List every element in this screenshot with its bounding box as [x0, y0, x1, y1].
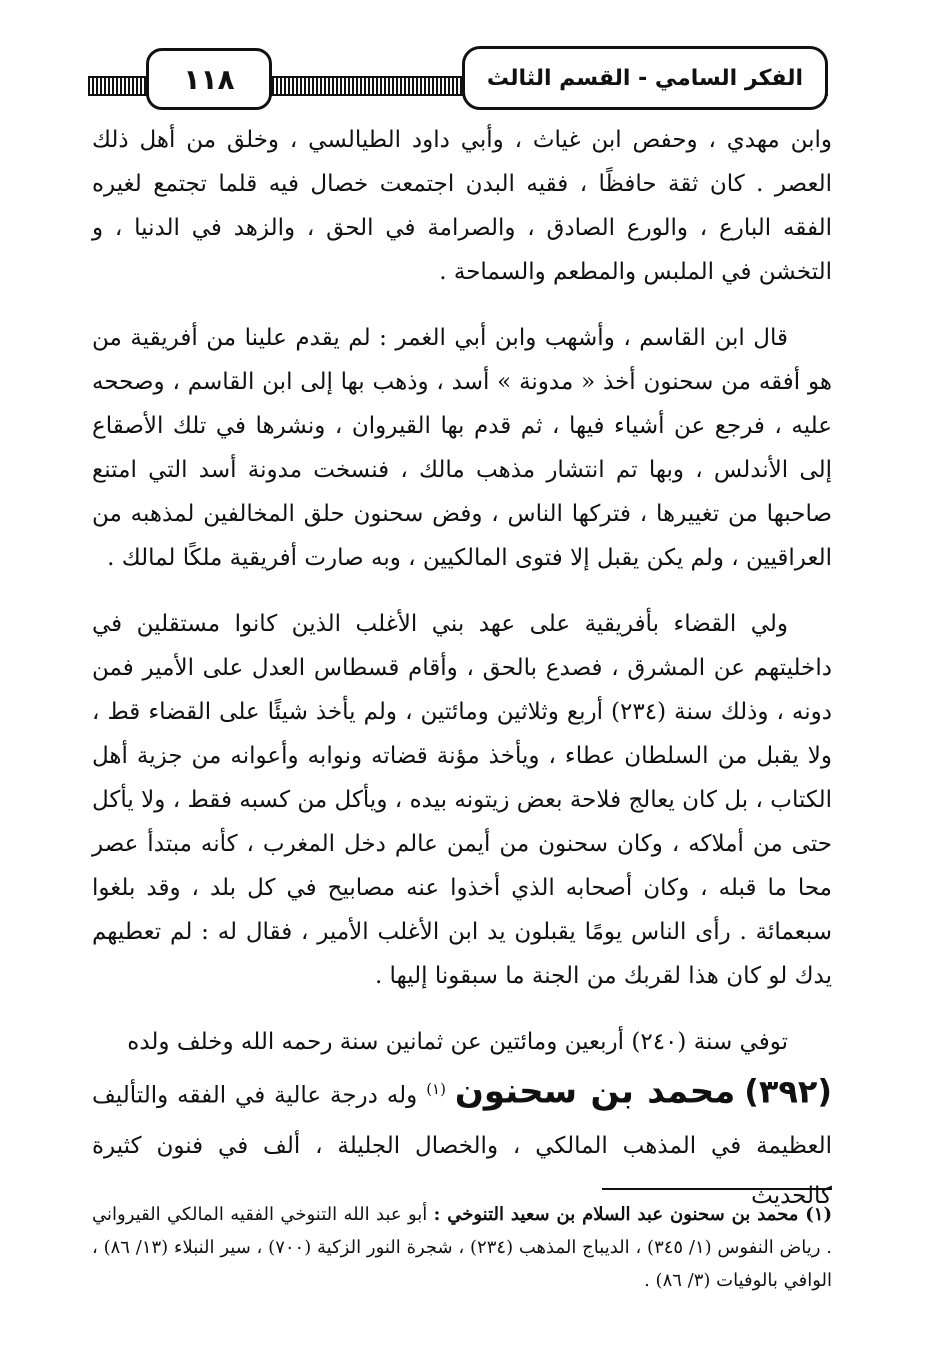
page-number-box — [146, 48, 272, 110]
body-text — [92, 118, 832, 1221]
footnote-label: (١) محمد بن سحنون عبد السلام بن سعيد التنوخي : — [433, 1204, 832, 1225]
footnotes — [92, 1198, 832, 1297]
paragraph-3: ولي القضاء بأفريقية على عهد بني الأغلب الذين كانوا مستقلين في داخليتهم عن المشرق ، فصدع بالحق ، وأقام قسطاس العدل على الأمير فمن دونه ، وذلك سنة (٢٣٤) أربع وثلاثين ومائتين ، ولم يأخذ شيئًا على القضاء قط ، ولا يقبل من السلطان عطاء ، ويأخذ مؤنة قضاته ونوابه وأعوانه من جزية أهل الكتاب ، بل كان يعالج فلاحة بعض زيتونه بيده ، ويأكل من كسبه فقط ، ولا يأكل حتى من أملاكه ، وكان سحنون من أيمن عالم دخل المغرب ، كأنه مبتدأ عصر محا ما قبله ، وكان أصحابه الذي أخذوا عنه مصابيح في كل بلد ، وقد بلغوا سبعمائة . رأى الناس يومًا يقبلون يد ابن الأغلب الأمير ، فقال له : لم تعطيهم يدك لو كان هذا لقربك من الجنة ما سبقونا إليها . — [92, 611, 832, 989]
page-number: ١١٨ — [183, 62, 235, 96]
entry-name: محمد بن سحنون — [454, 1071, 736, 1112]
entry-number: (٣٩٢) — [744, 1072, 833, 1111]
paragraph-1: وابن مهدي ، وحفص ابن غياث ، وأبي داود الطيالسي ، وخلق من أهل ذلك العصر . كان ثقة حافظًا ، فقيه البدن اجتمعت خصال فيه قلما تجتمع لغيره الفقه البارع ، والورع الصادق ، والصرامة في الحق ، والزهد في الدنيا ، و التخشن في الملبس والمطعم والسماحة . — [92, 127, 832, 285]
paragraph-4: توفي سنة (٢٤٠) أربعين ومائتين عن ثمانين سنة رحمه الله وخلف ولده — [127, 1029, 788, 1055]
running-title-box — [462, 46, 828, 110]
footnote-text: أبو عبد الله التنوخي الفقيه المالكي القيرواني . رياض النفوس (١/ ٣٤٥) ، الديباج المذهب (٢٣٤) ، شجرة النور الزكية (٧٠٠) ، سير النبلاء (١٣/ ٨٦) ، الوافي بالوفيات (٣/ ٨٦) . — [92, 1204, 832, 1291]
page-header — [88, 42, 828, 114]
footnote-marker: (١) — [426, 1080, 446, 1098]
footnote-separator — [602, 1188, 832, 1190]
running-title: الفكر السامي - القسم الثالث — [486, 65, 803, 91]
paragraph-2: قال ابن القاسم ، وأشهب وابن أبي الغمر : لم يقدم علينا من أفريقية من هو أفقه من سحنون أخذ « مدونة » أسد ، وذهب بها إلى ابن القاسم ، وصححه عليه ، فرجع عن أشياء فيها ، ثم قدم بها القيروان ، ونشرها في تلك الأصقاع إلى الأندلس ، وبها تم انتشار مذهب مالك ، فنسخت مدونة أسد التي امتنع صاحبها من تغييرها ، فتركها الناس ، وفض سحنون حلق المخالفين لمذهبه من العراقيين ، ولم يكن يقبل إلا فتوى المالكيين ، وبه صارت أفريقية ملكًا لمالك . — [92, 325, 832, 571]
entry-text: وله درجة عالية في الفقه والتأليف العظيمة في المذهب المالكي ، والخصال الجليلة ، ألف في فنون كثيرة كالحديث — [92, 1082, 832, 1209]
